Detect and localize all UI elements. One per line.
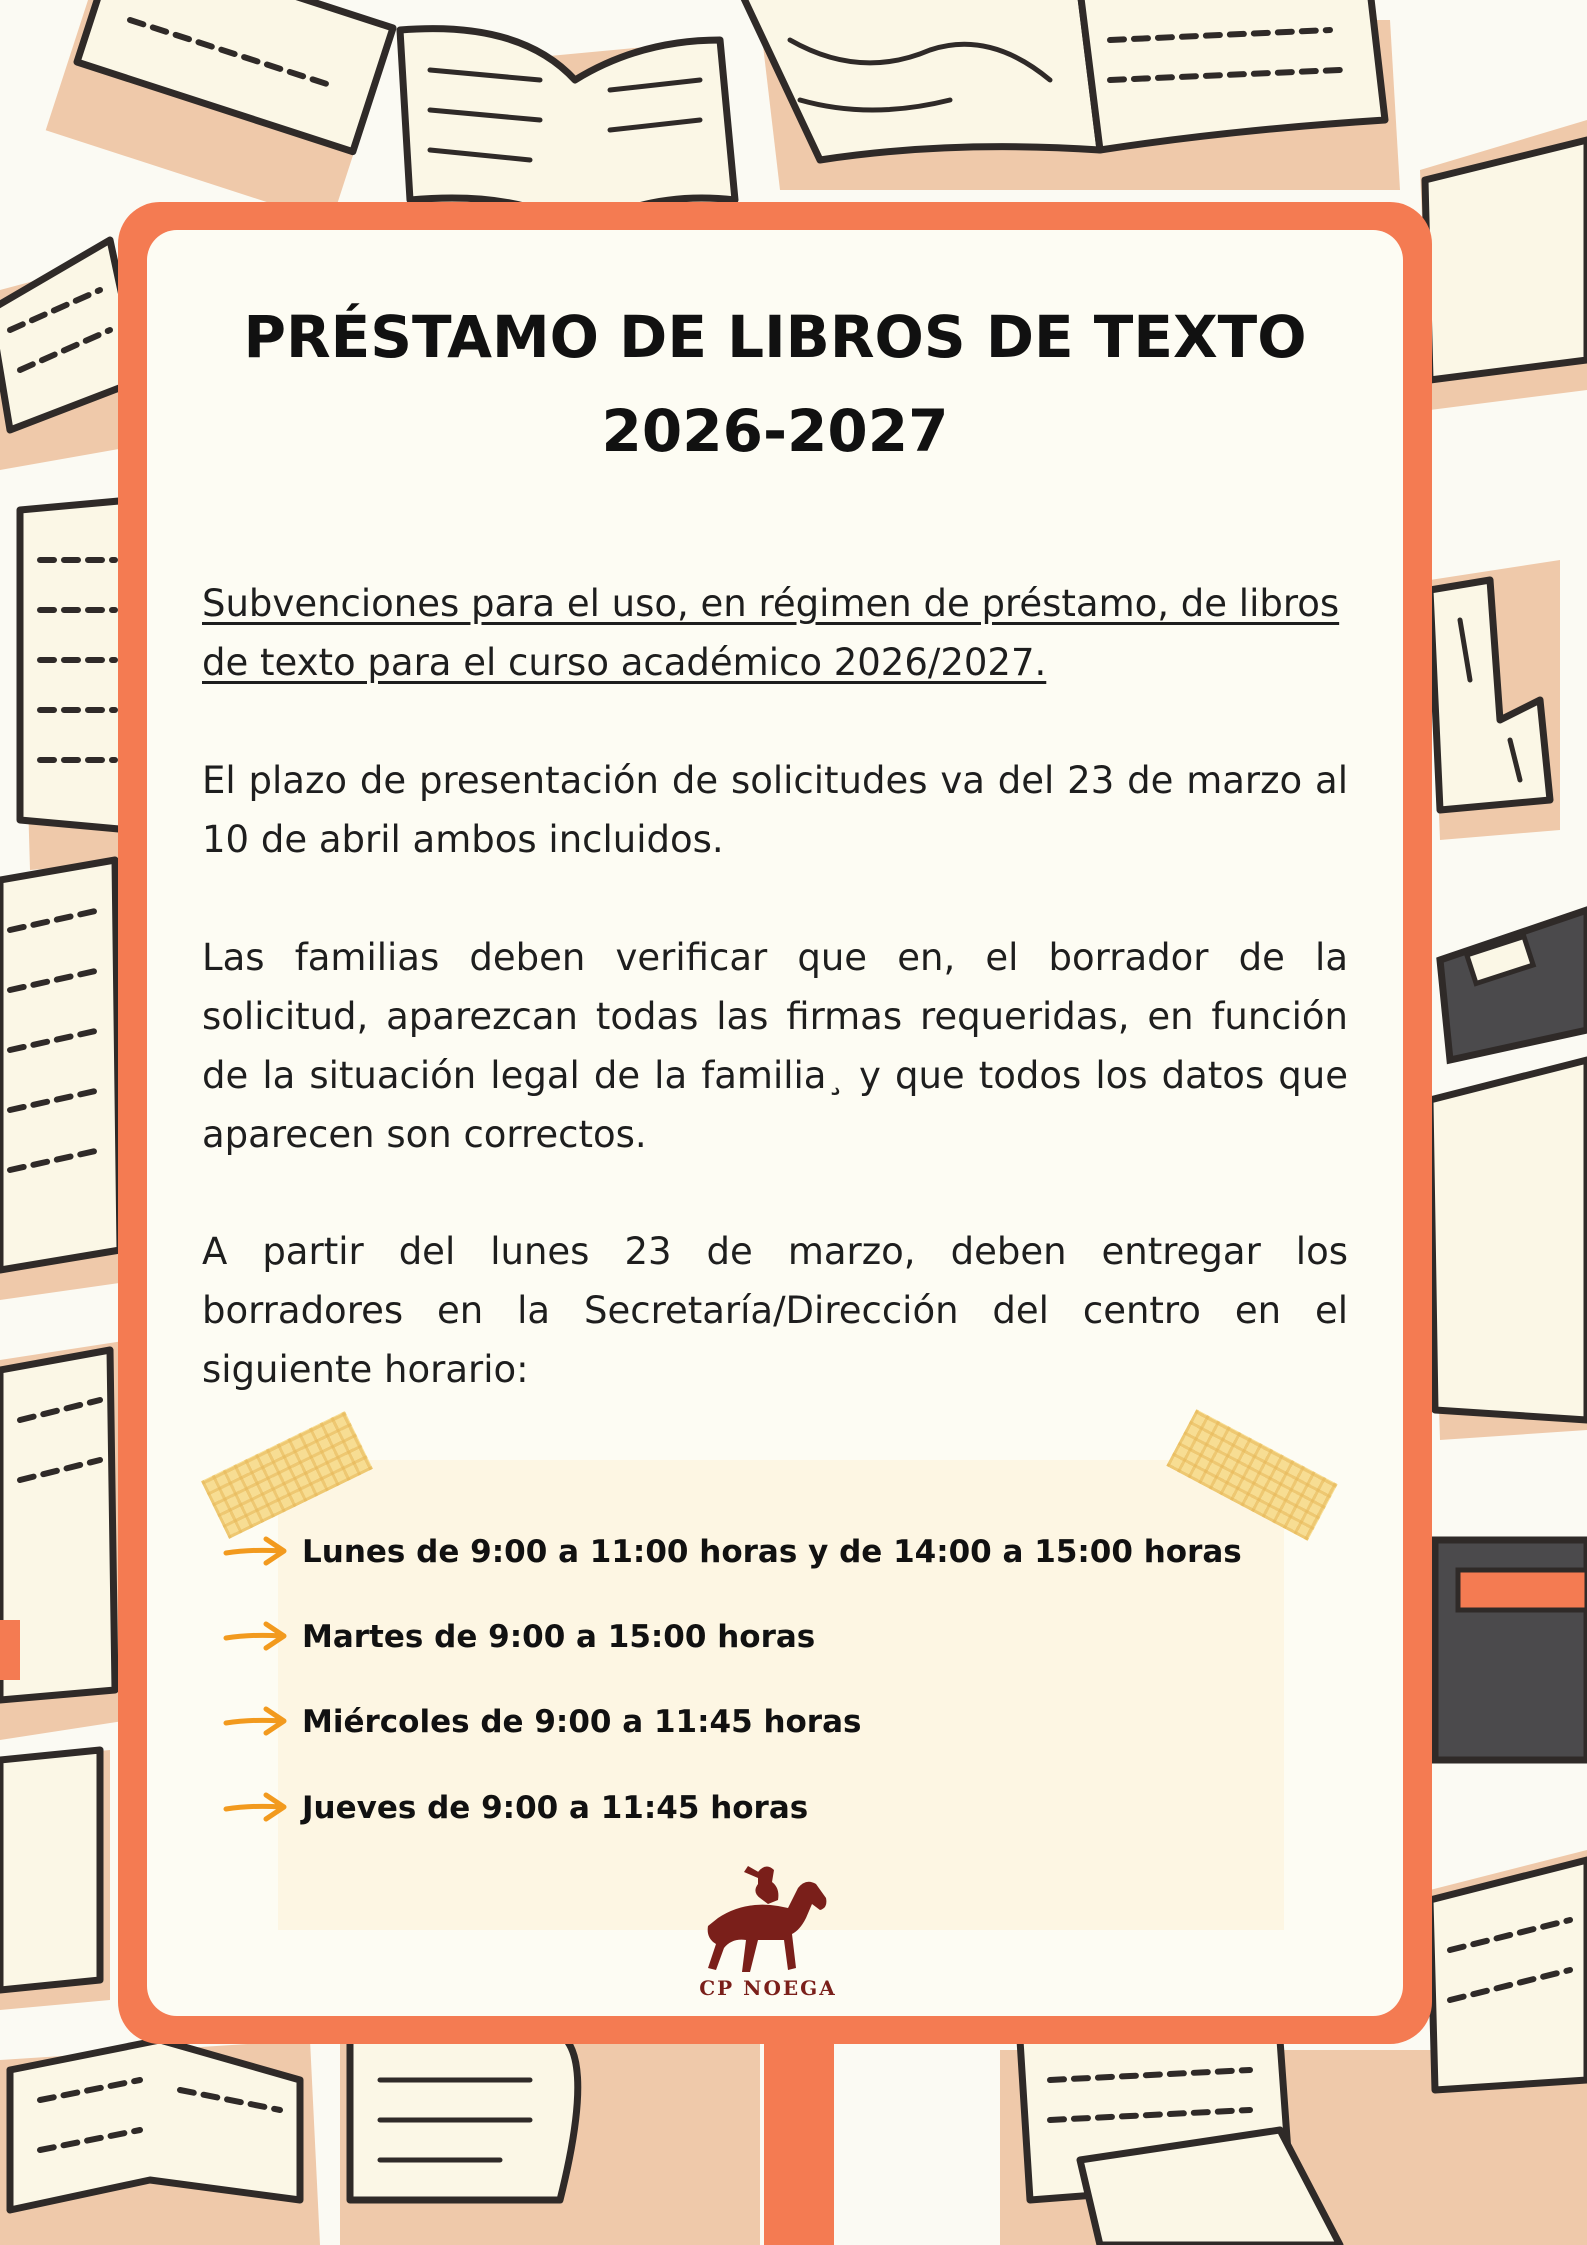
- schedule-text: Martes de 9:00 a 15:00 horas: [302, 1619, 816, 1655]
- schedule-text: Lunes de 9:00 a 11:00 horas y de 14:00 a 15:00 horas: [302, 1534, 1242, 1570]
- book-illustration: [1440, 910, 1587, 1060]
- book-illustration: [1430, 1060, 1587, 1440]
- title-line-2: 2026-2027: [601, 397, 949, 465]
- book-illustration: [1435, 1540, 1587, 1760]
- arrow-right-icon: [222, 1616, 290, 1656]
- book-illustration: [0, 2040, 320, 2245]
- subtitle-link[interactable]: Subvenciones para el uso, en régimen de préstamo, de libros de texto para el curso académico 2026/2027.: [202, 582, 1340, 684]
- book-illustration: [1430, 1850, 1587, 2120]
- paragraph-delivery: A partir del lunes 23 de marzo, deben entregar los borradores en la Secretaría/Dirección del centro en el siguiente horario:: [202, 1230, 1348, 1391]
- paragraph-deadline: El plazo de presentación de solicitudes va del 23 de marzo al 10 de abril ambos incluidos.: [202, 759, 1348, 861]
- book-illustration: [740, 0, 1400, 190]
- logo-text: CP NOEGA: [699, 1976, 837, 2000]
- book-illustration: [0, 1750, 110, 2010]
- book-illustration: [1430, 560, 1560, 840]
- book-illustration: [46, 0, 393, 223]
- schedule-text: Miércoles de 9:00 a 11:45 horas: [302, 1704, 862, 1740]
- paragraph-verification: Las familias deben verificar que en, el borrador de la solicitud, aparezcan todas las firmas requeridas, en función de la situación legal de la familia¸ y que todos los datos que aparecen son correctos.: [202, 936, 1348, 1156]
- arrow-right-icon: [222, 1787, 290, 1827]
- schedule-text: Jueves de 9:00 a 11:45 horas: [302, 1790, 809, 1826]
- book-illustration: [1420, 120, 1587, 410]
- title-line-1: PRÉSTAMO DE LIBROS DE TEXTO: [243, 303, 1307, 371]
- arrow-right-icon: [222, 1531, 290, 1571]
- page-title: [160, 290, 1390, 478]
- book-illustration: [340, 2030, 760, 2245]
- book-illustration: [0, 1340, 130, 1740]
- arrow-right-icon: [222, 1701, 290, 1741]
